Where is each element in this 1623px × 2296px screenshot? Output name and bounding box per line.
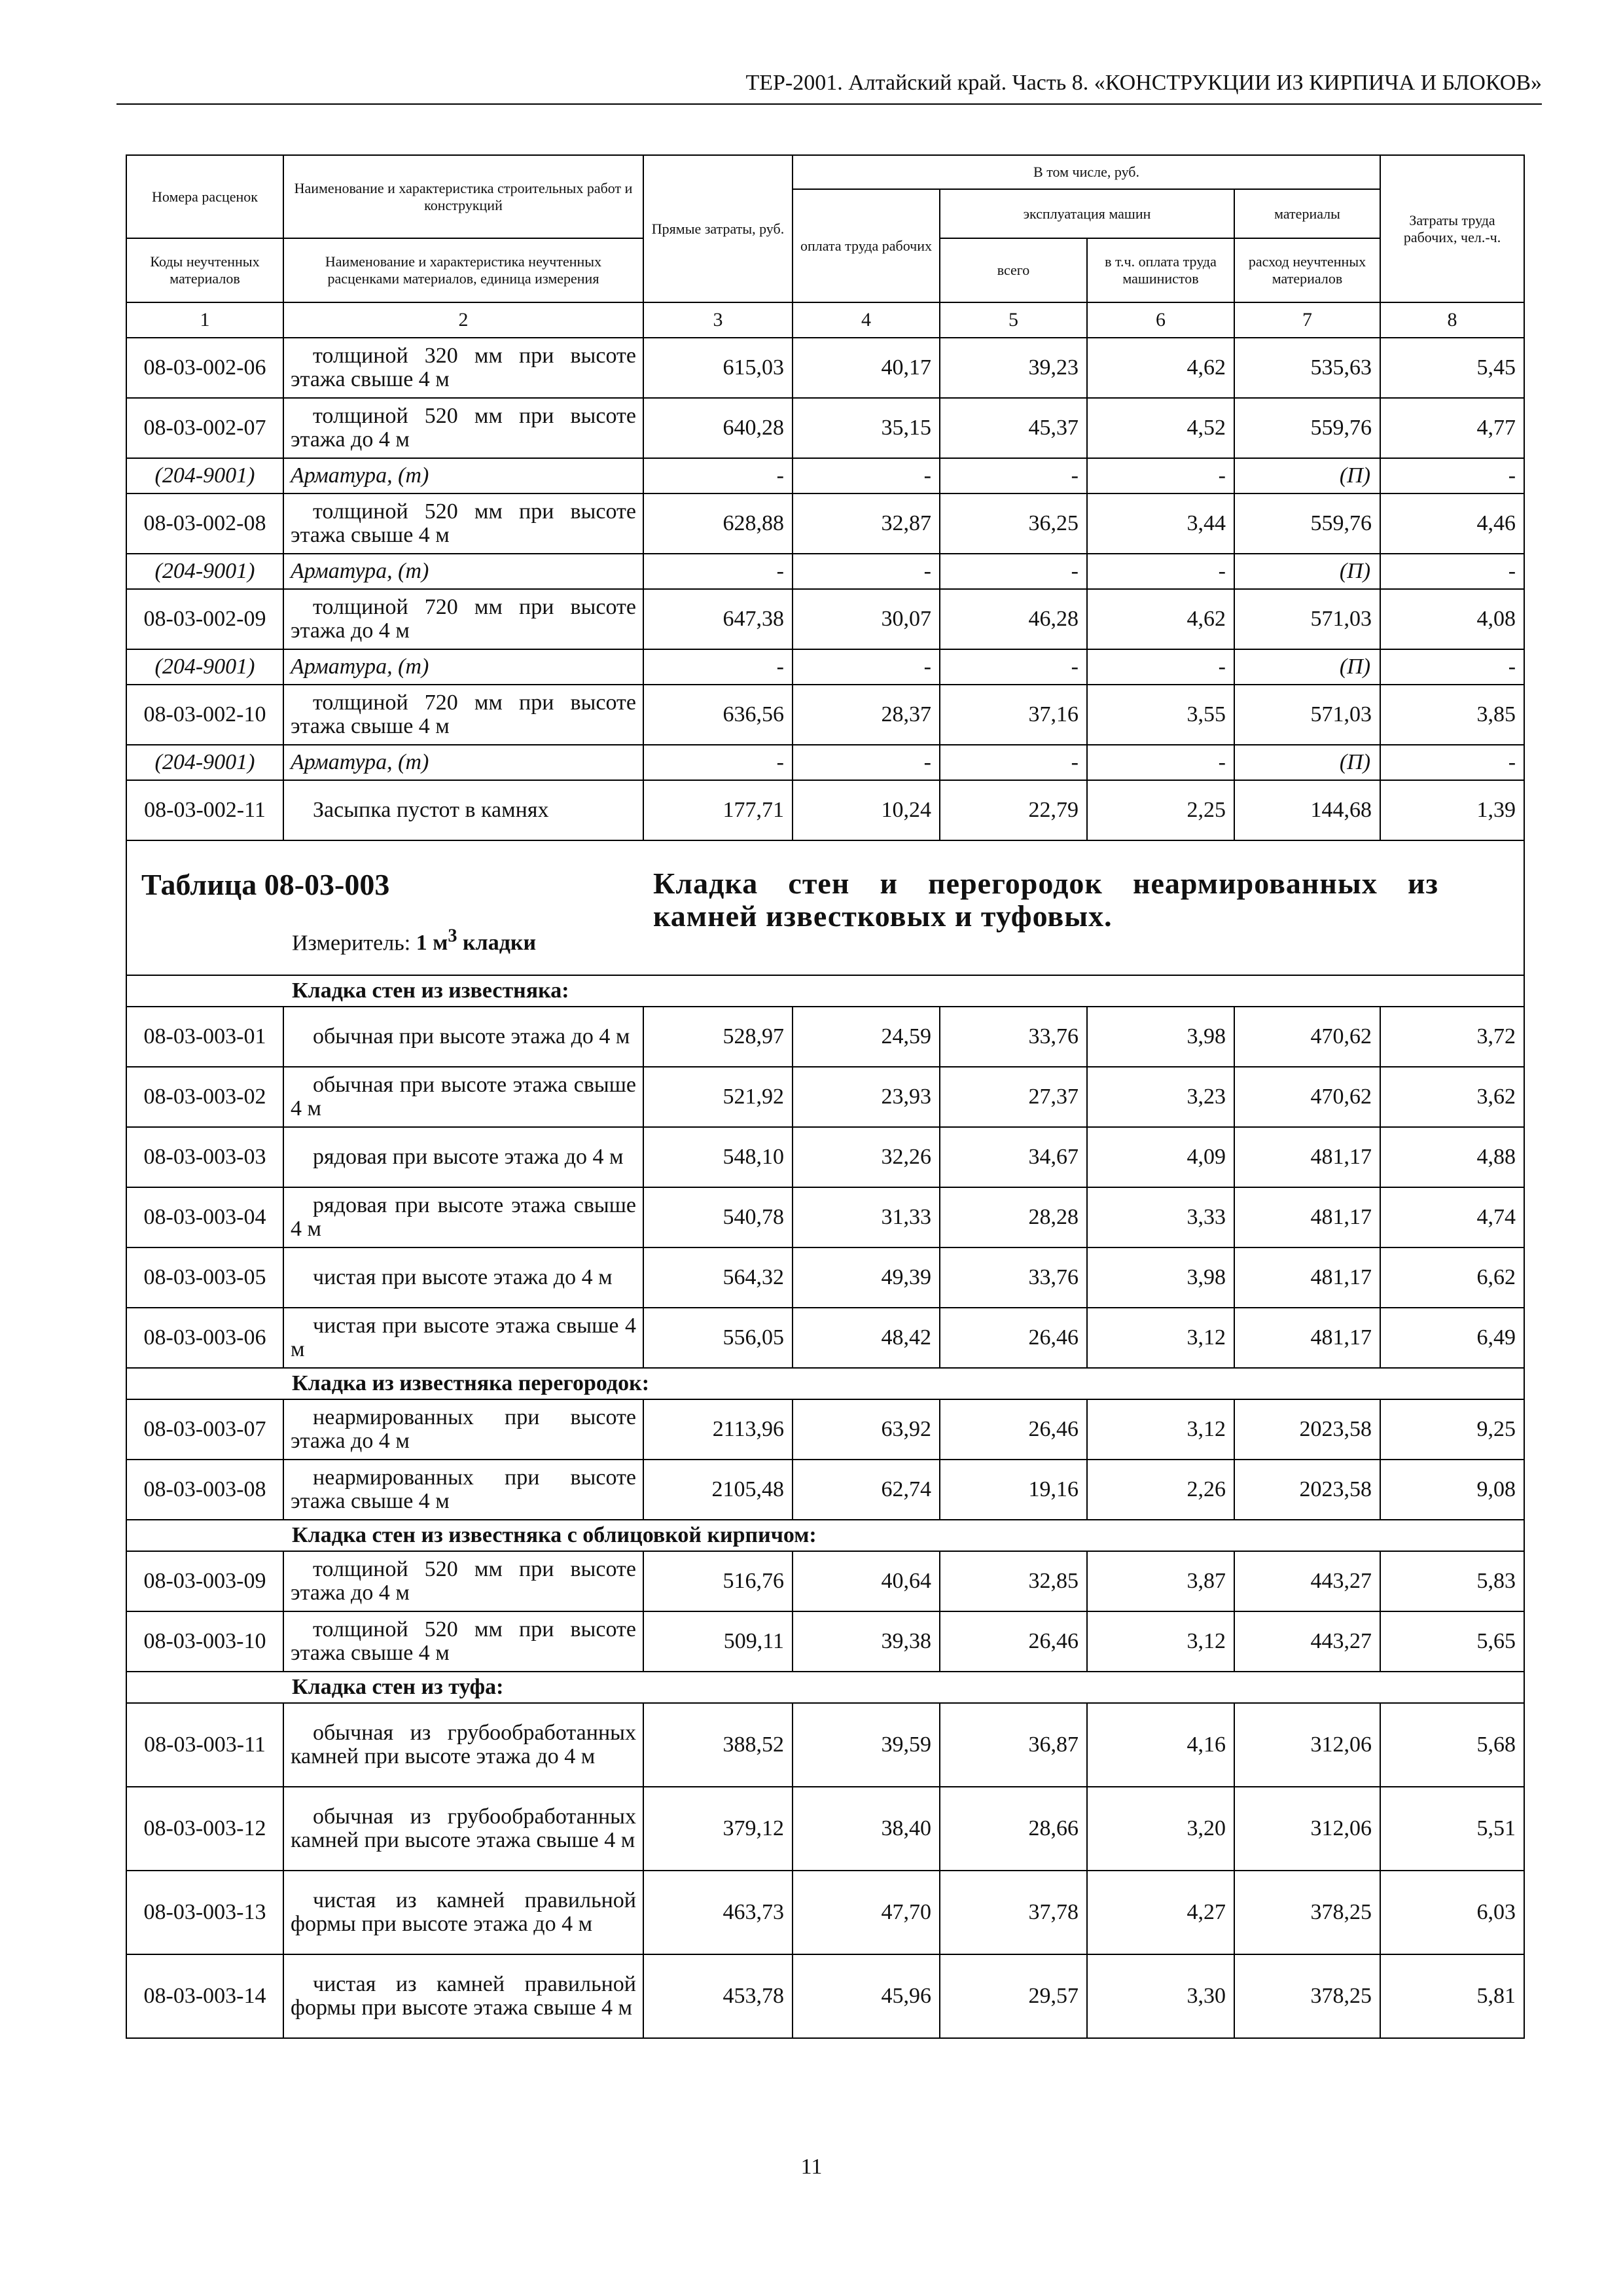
machines-total: 26,46 (940, 1308, 1087, 1368)
material-name: Арматура, (т) (283, 554, 643, 589)
rate-row (126, 493, 1524, 554)
rate-row (126, 1399, 1524, 1460)
machines-total: 29,57 (940, 1954, 1087, 2038)
col-labor-pay: оплата труда рабочих (793, 189, 940, 302)
work-name: толщиной 520 мм при высоте этажа свыше 4 м (283, 493, 643, 554)
machinists-pay: 2,26 (1087, 1460, 1234, 1520)
labor-hours: 3,72 (1380, 1007, 1524, 1067)
labor-pay: 63,92 (793, 1399, 940, 1460)
material-row (126, 745, 1524, 780)
material-name: Арматура, (т) (283, 745, 643, 780)
materials-value: 535,63 (1234, 338, 1380, 398)
material-code: (204-9001) (126, 745, 283, 780)
rate-code: 08-03-003-06 (126, 1308, 283, 1368)
labor-pay: 32,87 (793, 493, 940, 554)
direct-costs: 564,32 (643, 1247, 793, 1308)
materials-value: 144,68 (1234, 780, 1380, 840)
rate-row (126, 398, 1524, 458)
labor-pay: 48,42 (793, 1308, 940, 1368)
machinists-pay: 4,62 (1087, 589, 1234, 649)
work-name: обычная из грубообработанных камней при высоте этажа свыше 4 м (283, 1787, 643, 1871)
labor-pay: 45,96 (793, 1954, 940, 2038)
rate-code: 08-03-002-08 (126, 493, 283, 554)
machines-total: 33,76 (940, 1007, 1087, 1067)
labor-hours: 5,68 (1380, 1703, 1524, 1787)
meter-exponent: 3 (448, 926, 457, 946)
machines-total: 33,76 (940, 1247, 1087, 1308)
direct-costs: 628,88 (643, 493, 793, 554)
direct-costs: 540,78 (643, 1187, 793, 1247)
col-machines-total: всего (940, 238, 1087, 302)
col-materials: материалы (1234, 189, 1380, 238)
labor-pay: 35,15 (793, 398, 940, 458)
meter-value: 1 м (416, 931, 448, 956)
material-code: (204-9001) (126, 649, 283, 685)
column-numbers-row (126, 302, 1524, 338)
rate-code: 08-03-003-05 (126, 1247, 283, 1308)
section-title: Кладка из известняка перегородок: (126, 1368, 1524, 1399)
table-label: Таблица 08-03-003 (141, 868, 390, 901)
machinists-pay: - (1087, 554, 1234, 589)
work-name: толщиной 720 мм при высоте этажа свыше 4 м (283, 685, 643, 745)
machinists-pay: 3,12 (1087, 1399, 1234, 1460)
labor-hours: 5,51 (1380, 1787, 1524, 1871)
machinists-pay: - (1087, 649, 1234, 685)
materials-value: (П) (1234, 458, 1380, 493)
labor-hours: 1,39 (1380, 780, 1524, 840)
direct-costs: - (643, 554, 793, 589)
direct-costs: 453,78 (643, 1954, 793, 2038)
work-name: Засыпка пустот в камнях (283, 780, 643, 840)
rate-code: 08-03-003-12 (126, 1787, 283, 1871)
machines-total: 28,28 (940, 1187, 1087, 1247)
machines-total: 19,16 (940, 1460, 1087, 1520)
machines-total: - (940, 649, 1087, 685)
work-name: обычная из грубообработанных камней при высоте этажа до 4 м (283, 1703, 643, 1787)
machines-total: 28,66 (940, 1787, 1087, 1871)
materials-value: 481,17 (1234, 1127, 1380, 1187)
col-number: 3 (643, 302, 793, 338)
rate-code: 08-03-002-06 (126, 338, 283, 398)
direct-costs: 463,73 (643, 1871, 793, 1954)
labor-pay: 31,33 (793, 1187, 940, 1247)
work-name: обычная при высоте этажа до 4 м (283, 1007, 643, 1067)
rate-code: 08-03-002-07 (126, 398, 283, 458)
direct-costs: 509,11 (643, 1611, 793, 1672)
labor-pay: 39,38 (793, 1611, 940, 1672)
machinists-pay: 3,44 (1087, 493, 1234, 554)
labor-hours: 6,03 (1380, 1871, 1524, 1954)
labor-hours: 4,88 (1380, 1127, 1524, 1187)
materials-value: (П) (1234, 554, 1380, 589)
rate-code: 08-03-003-10 (126, 1611, 283, 1672)
work-name: рядовая при высоте этажа до 4 м (283, 1127, 643, 1187)
material-code: (204-9001) (126, 458, 283, 493)
materials-value: 470,62 (1234, 1007, 1380, 1067)
rate-code: 08-03-003-07 (126, 1399, 283, 1460)
labor-hours: 4,77 (1380, 398, 1524, 458)
col-number: 5 (940, 302, 1087, 338)
work-name: толщиной 520 мм при высоте этажа свыше 4 м (283, 1611, 643, 1672)
material-code: (204-9001) (126, 554, 283, 589)
section-row (126, 1672, 1524, 1703)
direct-costs: 521,92 (643, 1067, 793, 1127)
rate-row (126, 1460, 1524, 1520)
col-material-codes: Коды неучтенных материалов (126, 238, 283, 302)
direct-costs: 177,71 (643, 780, 793, 840)
machines-total: 36,25 (940, 493, 1087, 554)
labor-pay: 24,59 (793, 1007, 940, 1067)
section-title: Кладка стен из известняка: (126, 975, 1524, 1007)
col-direct-costs: Прямые затраты, руб. (643, 155, 793, 302)
col-number: 7 (1234, 302, 1380, 338)
machines-total: 26,46 (940, 1611, 1087, 1672)
direct-costs: 2113,96 (643, 1399, 793, 1460)
labor-pay: - (793, 745, 940, 780)
meter-prefix: Измеритель: (292, 931, 411, 956)
rate-row (126, 1127, 1524, 1187)
col-material-name: Наименование и характеристика неучтенных расценками материалов, единица измерения (283, 238, 643, 302)
machinists-pay: 4,09 (1087, 1127, 1234, 1187)
labor-hours: 4,46 (1380, 493, 1524, 554)
machines-total: 39,23 (940, 338, 1087, 398)
work-name: толщиной 320 мм при высоте этажа свыше 4 м (283, 338, 643, 398)
col-rate-codes: Номера расценок (126, 155, 283, 238)
machinists-pay: 3,20 (1087, 1787, 1234, 1871)
machinists-pay: 3,98 (1087, 1247, 1234, 1308)
direct-costs: 640,28 (643, 398, 793, 458)
rates-table (126, 154, 1525, 2039)
labor-pay: 40,17 (793, 338, 940, 398)
rate-code: 08-03-002-11 (126, 780, 283, 840)
col-material-consumption: расход неучтенных материалов (1234, 238, 1380, 302)
work-name: неармированных при высоте этажа свыше 4 м (283, 1460, 643, 1520)
machinists-pay: 4,62 (1087, 338, 1234, 398)
section-title: Кладка стен из туфа: (126, 1672, 1524, 1703)
materials-value: 312,06 (1234, 1703, 1380, 1787)
machinists-pay: 4,27 (1087, 1871, 1234, 1954)
machines-total: - (940, 745, 1087, 780)
materials-value: 559,76 (1234, 398, 1380, 458)
machines-total: 37,16 (940, 685, 1087, 745)
materials-value: 481,17 (1234, 1187, 1380, 1247)
labor-pay: 40,64 (793, 1551, 940, 1611)
labor-pay: 49,39 (793, 1247, 940, 1308)
machinists-pay: - (1087, 458, 1234, 493)
direct-costs: 388,52 (643, 1703, 793, 1787)
machinists-pay: 3,33 (1087, 1187, 1234, 1247)
machines-total: 34,67 (940, 1127, 1087, 1187)
labor-pay: 23,93 (793, 1067, 940, 1127)
col-machines: эксплуатация машин (940, 189, 1234, 238)
work-name: толщиной 520 мм при высоте этажа до 4 м (283, 398, 643, 458)
rate-row (126, 1007, 1524, 1067)
table-meter (292, 926, 536, 956)
rate-code: 08-03-002-10 (126, 685, 283, 745)
labor-pay: 32,26 (793, 1127, 940, 1187)
section-row (126, 1520, 1524, 1551)
materials-value: 571,03 (1234, 589, 1380, 649)
labor-hours: 9,08 (1380, 1460, 1524, 1520)
table-caption-cell (126, 840, 1524, 975)
rate-row (126, 1187, 1524, 1247)
direct-costs: 615,03 (643, 338, 793, 398)
rate-row (126, 1954, 1524, 2038)
work-name: обычная при высоте этажа свыше 4 м (283, 1067, 643, 1127)
machines-total: 46,28 (940, 589, 1087, 649)
work-name: толщиной 520 мм при высоте этажа до 4 м (283, 1551, 643, 1611)
machines-total: 45,37 (940, 398, 1087, 458)
rate-code: 08-03-003-11 (126, 1703, 283, 1787)
materials-value: 559,76 (1234, 493, 1380, 554)
labor-hours: 6,49 (1380, 1308, 1524, 1368)
rate-row (126, 1551, 1524, 1611)
labor-hours: - (1380, 458, 1524, 493)
labor-hours: 5,83 (1380, 1551, 1524, 1611)
direct-costs: 647,38 (643, 589, 793, 649)
materials-value: 378,25 (1234, 1954, 1380, 2038)
table-header-block (126, 840, 1524, 975)
machinists-pay: 4,52 (1087, 398, 1234, 458)
machines-total: 22,79 (940, 780, 1087, 840)
materials-value: 470,62 (1234, 1067, 1380, 1127)
material-row (126, 554, 1524, 589)
material-row (126, 649, 1524, 685)
col-labor-cost: Затраты труда рабочих, чел.-ч. (1380, 155, 1524, 302)
meter-suffix: кладки (463, 931, 537, 956)
labor-hours: - (1380, 745, 1524, 780)
rate-row (126, 1308, 1524, 1368)
machinists-pay: 3,87 (1087, 1551, 1234, 1611)
labor-hours: 5,45 (1380, 338, 1524, 398)
machines-total: - (940, 458, 1087, 493)
machines-total: - (940, 554, 1087, 589)
running-title: ТЕР-2001. Алтайский край. Часть 8. «КОНСТРУКЦИИ ИЗ КИРПИЧА И БЛОКОВ» (745, 71, 1542, 95)
rate-code: 08-03-003-02 (126, 1067, 283, 1127)
col-number: 8 (1380, 302, 1524, 338)
labor-pay: - (793, 458, 940, 493)
col-number: 6 (1087, 302, 1234, 338)
rate-code: 08-03-003-09 (126, 1551, 283, 1611)
header-rule (116, 103, 1542, 105)
rate-code: 08-03-002-09 (126, 589, 283, 649)
section-title: Кладка стен из известняка с облицовкой кирпичом: (126, 1520, 1524, 1551)
machinists-pay: 3,55 (1087, 685, 1234, 745)
direct-costs: 516,76 (643, 1551, 793, 1611)
direct-costs: 636,56 (643, 685, 793, 745)
labor-pay: - (793, 649, 940, 685)
materials-value: 481,17 (1234, 1247, 1380, 1308)
rates-sheet (126, 154, 1524, 2039)
section-row (126, 1368, 1524, 1399)
labor-hours: 9,25 (1380, 1399, 1524, 1460)
materials-value: 571,03 (1234, 685, 1380, 745)
machinists-pay: 3,12 (1087, 1308, 1234, 1368)
col-number: 4 (793, 302, 940, 338)
labor-hours: - (1380, 649, 1524, 685)
machines-total: 36,87 (940, 1703, 1087, 1787)
materials-value: 443,27 (1234, 1551, 1380, 1611)
work-name: чистая из камней правильной формы при высоте этажа до 4 м (283, 1871, 643, 1954)
col-machinists-pay: в т.ч. оплата труда машинистов (1087, 238, 1234, 302)
materials-value: (П) (1234, 745, 1380, 780)
materials-value: (П) (1234, 649, 1380, 685)
work-name: рядовая при высоте этажа свыше 4 м (283, 1187, 643, 1247)
labor-pay: 47,70 (793, 1871, 940, 1954)
direct-costs: 528,97 (643, 1007, 793, 1067)
machinists-pay: 3,30 (1087, 1954, 1234, 2038)
materials-value: 443,27 (1234, 1611, 1380, 1672)
direct-costs: - (643, 458, 793, 493)
col-number: 2 (283, 302, 643, 338)
rate-row (126, 685, 1524, 745)
rate-row (126, 589, 1524, 649)
labor-hours: 3,85 (1380, 685, 1524, 745)
work-name: толщиной 720 мм при высоте этажа до 4 м (283, 589, 643, 649)
col-number: 1 (126, 302, 283, 338)
direct-costs: 379,12 (643, 1787, 793, 1871)
rate-code: 08-03-003-04 (126, 1187, 283, 1247)
machinists-pay: 2,25 (1087, 780, 1234, 840)
materials-value: 378,25 (1234, 1871, 1380, 1954)
rate-row (126, 780, 1524, 840)
materials-value: 2023,58 (1234, 1399, 1380, 1460)
material-row (126, 458, 1524, 493)
material-name: Арматура, (т) (283, 458, 643, 493)
material-name: Арматура, (т) (283, 649, 643, 685)
rate-code: 08-03-003-03 (126, 1127, 283, 1187)
rate-code: 08-03-003-01 (126, 1007, 283, 1067)
rate-row (126, 338, 1524, 398)
labor-pay: - (793, 554, 940, 589)
machines-total: 26,46 (940, 1399, 1087, 1460)
rate-code: 08-03-003-08 (126, 1460, 283, 1520)
labor-hours: 4,08 (1380, 589, 1524, 649)
direct-costs: 548,10 (643, 1127, 793, 1187)
materials-value: 312,06 (1234, 1787, 1380, 1871)
col-incl-group: В том числе, руб. (793, 155, 1380, 189)
machinists-pay: 3,12 (1087, 1611, 1234, 1672)
rate-code: 08-03-003-13 (126, 1871, 283, 1954)
rate-row (126, 1247, 1524, 1308)
labor-pay: 62,74 (793, 1460, 940, 1520)
labor-pay: 30,07 (793, 589, 940, 649)
rate-row (126, 1611, 1524, 1672)
direct-costs: - (643, 649, 793, 685)
rate-row (126, 1067, 1524, 1127)
machines-total: 27,37 (940, 1067, 1087, 1127)
table-title: Кладка стен и перегородок неармированных из камней известковых и туфовых. (653, 867, 1438, 933)
labor-hours: 4,74 (1380, 1187, 1524, 1247)
direct-costs: - (643, 745, 793, 780)
labor-pay: 28,37 (793, 685, 940, 745)
machinists-pay: 3,23 (1087, 1067, 1234, 1127)
table-08-03-003-rows (126, 975, 1524, 2038)
machines-total: 32,85 (940, 1551, 1087, 1611)
labor-hours: 3,62 (1380, 1067, 1524, 1127)
work-name: чистая при высоте этажа до 4 м (283, 1247, 643, 1308)
machinists-pay: 3,98 (1087, 1007, 1234, 1067)
materials-value: 2023,58 (1234, 1460, 1380, 1520)
labor-pay: 10,24 (793, 780, 940, 840)
labor-pay: 38,40 (793, 1787, 940, 1871)
rate-row (126, 1703, 1524, 1787)
col-work-name: Наименование и характеристика строительных работ и конструкций (283, 155, 643, 238)
work-name: чистая при высоте этажа свыше 4 м (283, 1308, 643, 1368)
direct-costs: 556,05 (643, 1308, 793, 1368)
work-name: чистая из камней правильной формы при высоте этажа свыше 4 м (283, 1954, 643, 2038)
materials-value: 481,17 (1234, 1308, 1380, 1368)
labor-hours: 5,81 (1380, 1954, 1524, 2038)
work-name: неармированных при высоте этажа до 4 м (283, 1399, 643, 1460)
page-number: 11 (800, 2155, 823, 2179)
labor-pay: 39,59 (793, 1703, 940, 1787)
direct-costs: 2105,48 (643, 1460, 793, 1520)
section-row (126, 975, 1524, 1007)
machinists-pay: 4,16 (1087, 1703, 1234, 1787)
machinists-pay: - (1087, 745, 1234, 780)
labor-hours: 6,62 (1380, 1247, 1524, 1308)
labor-hours: - (1380, 554, 1524, 589)
rate-row (126, 1787, 1524, 1871)
machines-total: 37,78 (940, 1871, 1087, 1954)
rate-row (126, 1871, 1524, 1954)
previous-table-rows (126, 338, 1524, 840)
rate-code: 08-03-003-14 (126, 1954, 283, 2038)
labor-hours: 5,65 (1380, 1611, 1524, 1672)
